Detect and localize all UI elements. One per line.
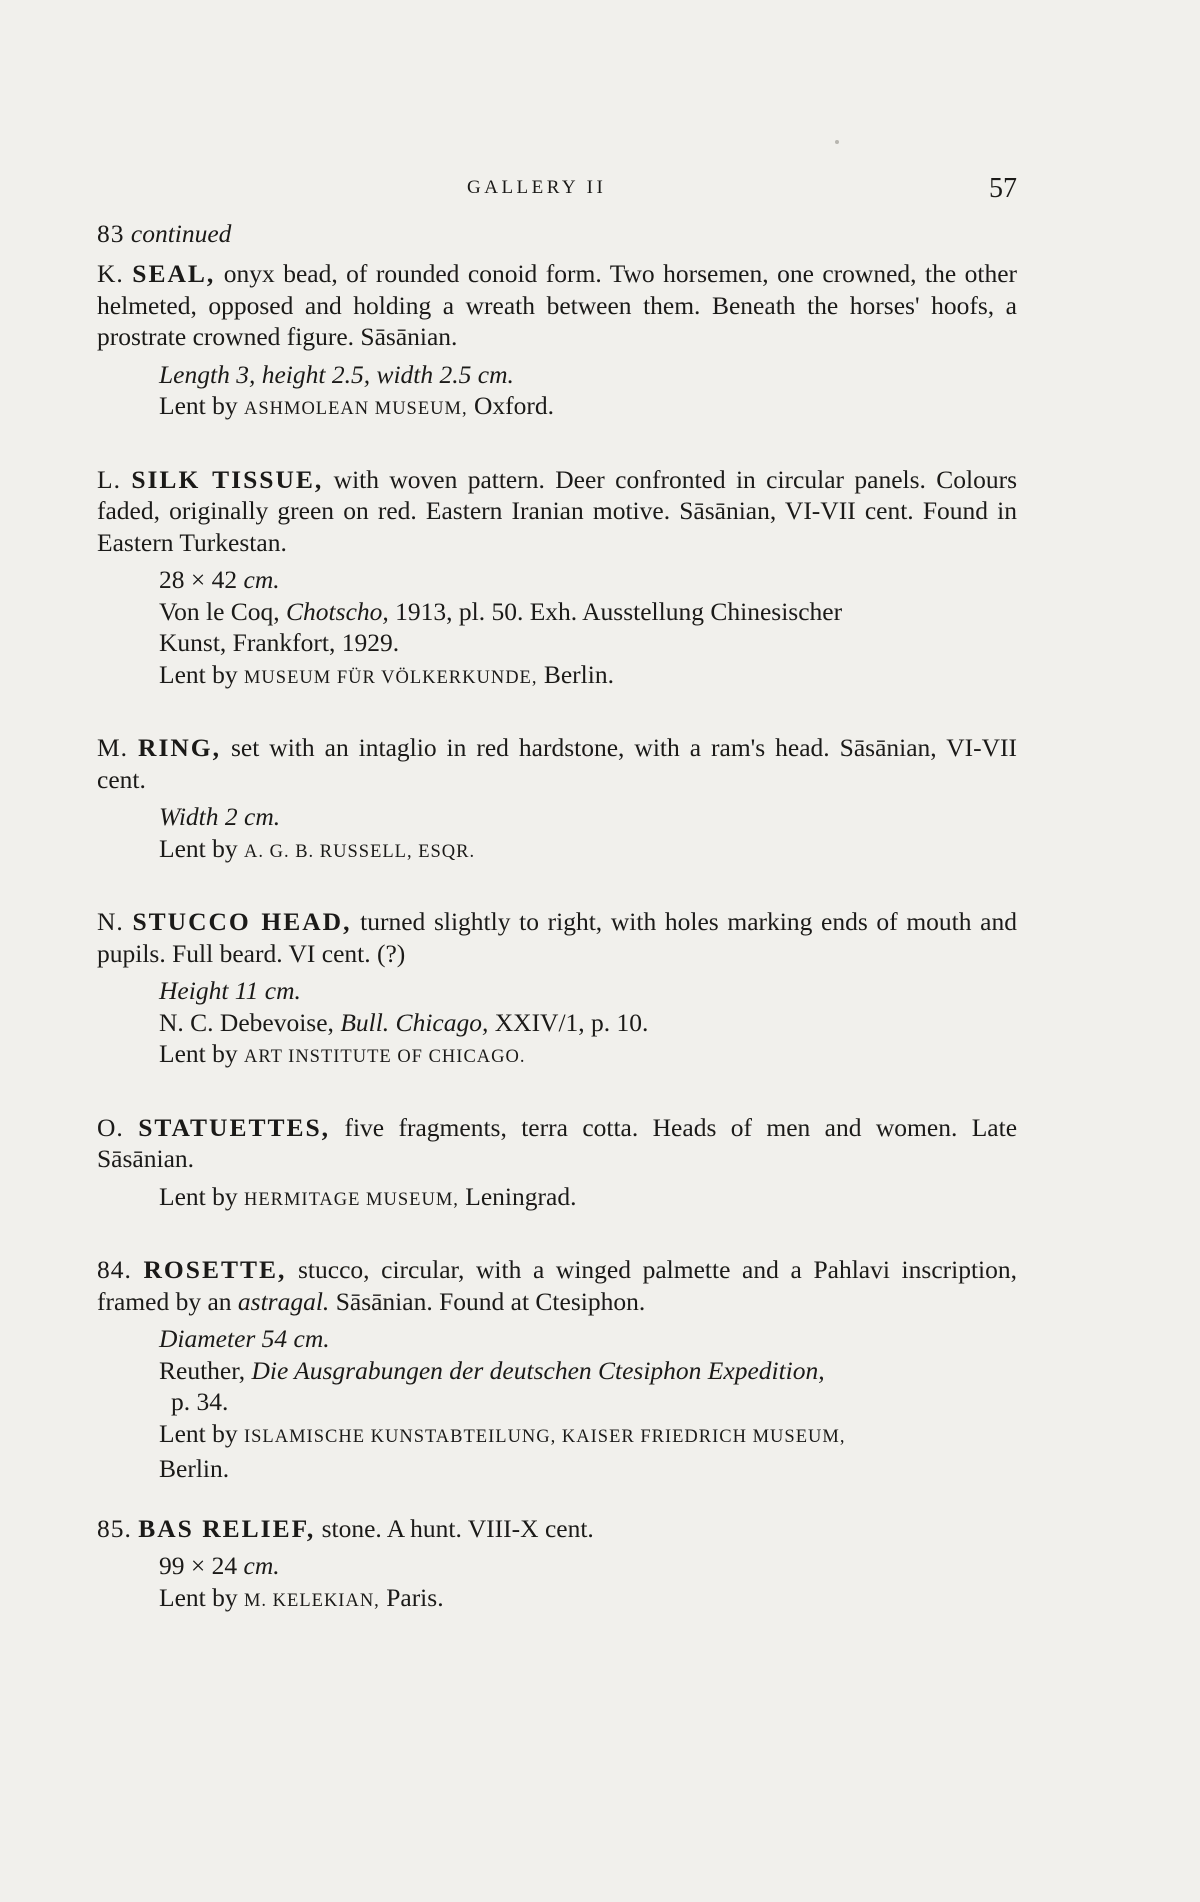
entry-title: STUCCO HEAD, [132, 907, 352, 936]
entry-reference [159, 1355, 1017, 1418]
entry-lender [159, 659, 1017, 695]
reference-author: N. C. Debevoise, [159, 1007, 334, 1037]
continuation-label: continued [130, 219, 232, 248]
entry-lender [159, 1418, 1017, 1485]
entry-letter: O. [97, 1112, 124, 1142]
entry-text: set with an intaglio in red hardstone, with a ram's head. Sāsānian, VI-VII cent. [97, 733, 1017, 794]
entry-text: turned slightly to right, with holes marking ends of mouth and pupils. Full beard. VI cent. (?) [97, 907, 1017, 968]
reference-work: Die Ausgrabungen der deutschen Ctesiphon Expedition, [251, 1355, 825, 1385]
lender-place: Berlin. [543, 659, 614, 689]
entry-dimensions: Diameter 54 cm. [159, 1324, 330, 1353]
entry-lender [159, 1038, 1017, 1074]
page-header [97, 173, 1017, 213]
lender-name: ASHMOLEAN MUSEUM, [243, 399, 468, 419]
entry-text: with woven pattern. Deer confronted in circular panels. Colours faded, originally green on red. Eastern Iranian motive. Sāsānian, VI-VII cent. Found in Eastern Turkestan. [97, 464, 1018, 557]
entry-meta [159, 975, 1017, 1074]
entry-85 [97, 1513, 1017, 1618]
lent-prefix: Lent by [159, 1582, 238, 1612]
entry-reference [159, 1007, 1017, 1039]
entry-number: 85. [97, 1513, 132, 1543]
lender-name: HERMITAGE MUSEUM, [243, 1189, 459, 1210]
entry-dimensions [159, 564, 1017, 596]
reference-detail: XXIV/1, p. 10. [494, 1007, 649, 1037]
entry-meta [159, 359, 1017, 426]
entry-text-end: Sāsānian. Found at Ctesiphon. [335, 1286, 646, 1316]
dimensions-value: 99 × 24 [159, 1551, 238, 1580]
running-title: GALLERY II [467, 177, 607, 198]
entry-text: onyx bead, of rounded conoid form. Two horsemen, one crowned, the other helmeted, opposed and holding a wreath between them. Beneath the horses' hoofs, a prostrate crowned figure. Sāsānian. [97, 259, 1018, 351]
entry-description [97, 1254, 1017, 1317]
entry-title: ROSETTE, [143, 1255, 287, 1284]
entry-dimensions: Width 2 cm. [159, 802, 281, 831]
entry-meta [159, 801, 1017, 868]
lender-place: Leningrad. [465, 1181, 577, 1211]
lent-prefix: Lent by [159, 833, 238, 863]
entry-lender [159, 1582, 1017, 1618]
reference-detail-cont: Kunst, Frankfort, 1929. [159, 628, 400, 657]
entry-title: SEAL, [132, 259, 216, 288]
entry-title: STATUETTES, [138, 1112, 331, 1142]
lent-prefix: Lent by [159, 391, 238, 420]
reference-detail: p. 34. [171, 1387, 229, 1416]
entry-n [97, 906, 1017, 1074]
catalogue-entries [97, 258, 1017, 1655]
continuation-number: 83 [97, 219, 125, 248]
reference-detail: 1913, pl. 50. Exh. Ausstellung Chinesischer [395, 596, 843, 626]
entry-text-italic: astragal. [237, 1286, 330, 1316]
entry-text: stone. A hunt. VIII-X cent. [321, 1513, 594, 1543]
continuation-line [97, 219, 231, 249]
lent-prefix: Lent by [159, 659, 238, 689]
entry-text: stucco, circular, with a winged palmette and a Pahlavi inscription, framed by an [97, 1255, 1018, 1316]
entry-reference [159, 596, 1017, 659]
entry-number: 84. [97, 1255, 132, 1284]
entry-letter: L. [97, 464, 121, 494]
entry-text: five fragments, terra cotta. Heads of men and women. Late Sāsānian. [97, 1112, 1018, 1173]
lender-name: MUSEUM FÜR VÖLKERKUNDE, [243, 667, 538, 688]
entry-title: BAS RELIEF, [138, 1513, 316, 1543]
entry-title: RING, [138, 733, 222, 762]
lender-place: Paris. [386, 1582, 444, 1612]
lender-name: A. G. B. RUSSELL, ESQR. [243, 841, 476, 862]
entry-description [97, 258, 1017, 353]
reference-author: Von le Coq, [159, 596, 280, 626]
entry-o [97, 1112, 1017, 1217]
entry-description [97, 732, 1017, 795]
entry-lender [159, 833, 1017, 869]
reference-author: Reuther, [159, 1355, 246, 1385]
lent-prefix: Lent by [159, 1418, 238, 1448]
entry-meta [159, 1323, 1017, 1485]
lender-place: Berlin. [159, 1454, 230, 1483]
entry-k [97, 258, 1017, 426]
entry-m [97, 732, 1017, 868]
entry-dimensions [159, 1550, 1017, 1582]
entry-dimensions: Length 3, height 2.5, width 2.5 cm. [159, 359, 514, 389]
lender-name: ISLAMISCHE KUNSTABTEILUNG, KAISER FRIEDRICH MUSEUM, [243, 1426, 846, 1447]
entry-letter: M. [97, 733, 129, 762]
entry-l [97, 464, 1017, 695]
entry-description [97, 906, 1017, 969]
reference-work: Bull. Chicago, [340, 1007, 489, 1037]
lender-name: ART INSTITUTE OF CHICAGO. [243, 1047, 526, 1067]
lent-prefix: Lent by [159, 1039, 238, 1068]
entry-letter: N. [97, 907, 124, 936]
dimensions-unit: cm. [243, 1551, 280, 1580]
entry-letter: K. [97, 259, 124, 288]
paper-speck [835, 140, 839, 144]
entry-84 [97, 1254, 1017, 1485]
entry-meta [159, 1550, 1017, 1617]
dimensions-unit: cm. [243, 565, 280, 594]
lender-name: M. KELEKIAN, [243, 1590, 380, 1611]
entry-meta [159, 564, 1017, 694]
entry-description [97, 464, 1017, 559]
entry-title: SILK TISSUE, [131, 464, 324, 494]
page-number: 57 [989, 173, 1017, 204]
reference-work: Chotscho, [286, 596, 389, 626]
entry-description [97, 1513, 1017, 1545]
entry-lender [159, 1181, 1017, 1217]
entry-meta [159, 1181, 1017, 1217]
entry-dimensions: Height 11 cm. [159, 976, 301, 1005]
entry-lender [159, 390, 1017, 426]
entry-description [97, 1112, 1017, 1175]
lender-place: Oxford. [473, 391, 554, 420]
dimensions-value: 28 × 42 [159, 565, 238, 594]
lent-prefix: Lent by [159, 1181, 238, 1211]
